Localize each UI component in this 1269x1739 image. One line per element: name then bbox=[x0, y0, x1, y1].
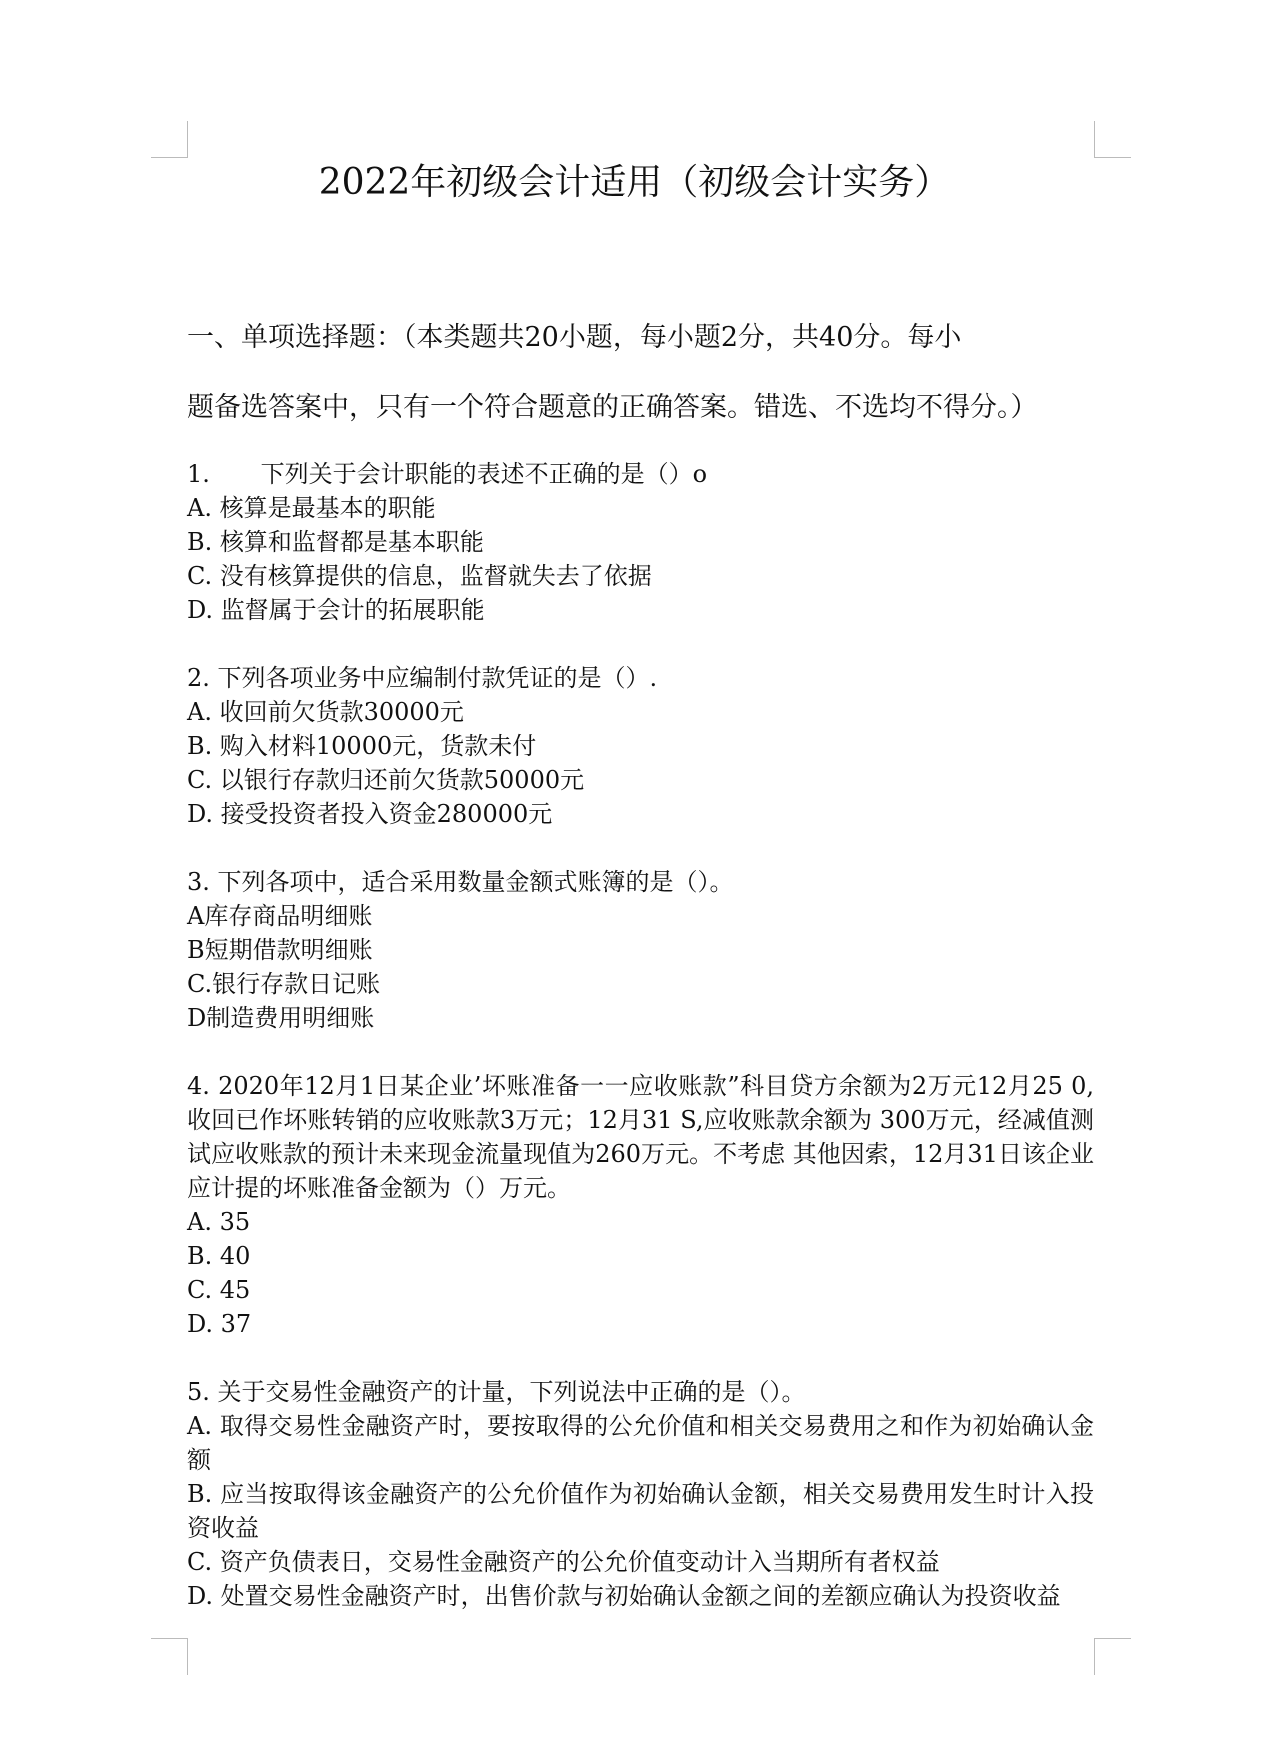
question-number: 4. bbox=[187, 1072, 210, 1100]
question-list bbox=[187, 457, 1094, 1613]
page-corner-mark bbox=[151, 121, 188, 158]
document-body bbox=[187, 303, 1094, 1647]
document-title: 2022年初级会计适用（初级会计实务） bbox=[318, 162, 951, 203]
question-number: 3. bbox=[187, 868, 210, 896]
question-stem bbox=[187, 865, 1094, 899]
question-text: 关于交易性金融资产的计量，下列说法中正确的是（）。 bbox=[217, 1378, 806, 1406]
question-text: 2020年12月1日某企业’坏账准备一一应收账款”科目贷方余额为2万元12月25 0,收回已作坏账转销的应收账款3万元；12月31 S,应收账款余额为 300万元，经减值测试应收账款的预计未来现金流量现值为260万元。不考虑 其他因索，12月31日该企业应计提的坏账准备金额为（）万元。 bbox=[187, 1072, 1094, 1202]
answer-option: C.银行存款日记账 bbox=[187, 970, 381, 998]
answer-option: A. 取得交易性金融资产时，要按取得的公允价值和相关交易费用之和作为初始确认金额 bbox=[187, 1412, 1094, 1474]
answer-option: D制造费用明细账 bbox=[187, 1004, 375, 1032]
question-stem bbox=[187, 661, 1094, 695]
answer-option: A. 35 bbox=[187, 1208, 251, 1236]
answer-option: C. 资产负债表日，交易性金融资产的公允价值变动计入当期所有者权益 bbox=[187, 1548, 940, 1576]
page-corner-mark bbox=[151, 1638, 188, 1675]
page-corner-mark bbox=[1094, 121, 1131, 158]
answer-option: A. 核算是最基本的职能 bbox=[187, 494, 436, 522]
question-text: 下列关于会计职能的表述不正确的是（）o bbox=[260, 460, 708, 488]
question-stem bbox=[187, 1375, 1094, 1409]
section-heading-line: 一、单项选择题：（本类题共20小题，每小题2分，共40分。每小 bbox=[187, 322, 962, 353]
answer-option: C. 以银行存款归还前欠货款50000元 bbox=[187, 766, 585, 794]
answer-option: D. 接受投资者投入资金280000元 bbox=[187, 800, 553, 828]
answer-option: B短期借款明细账 bbox=[187, 936, 373, 964]
answer-option: B. 40 bbox=[187, 1242, 251, 1270]
section-heading bbox=[187, 303, 1094, 443]
question-number: 1. bbox=[187, 460, 210, 488]
answer-option: A库存商品明细账 bbox=[187, 902, 373, 930]
question-number: 2. bbox=[187, 664, 210, 692]
question bbox=[187, 457, 1094, 627]
answer-option: C. 没有核算提供的信息，监督就失去了依据 bbox=[187, 562, 652, 590]
question bbox=[187, 1375, 1094, 1613]
question-number: 5. bbox=[187, 1378, 210, 1406]
page-corner-mark bbox=[1094, 1638, 1131, 1675]
answer-option: A. 收回前欠货款30000元 bbox=[187, 698, 464, 726]
question-text: 下列各项中，适合采用数量金额式账簿的是（）。 bbox=[217, 868, 734, 896]
question bbox=[187, 1069, 1094, 1341]
question bbox=[187, 661, 1094, 831]
question bbox=[187, 865, 1094, 1035]
answer-option: D. 37 bbox=[187, 1310, 252, 1338]
answer-option: D. 处置交易性金融资产时，出售价款与初始确认金额之间的差额应确认为投资收益 bbox=[187, 1582, 1061, 1610]
section-heading-line: 题备选答案中，只有一个符合题意的正确答案。错选、不选均不得分。） bbox=[187, 392, 1038, 423]
question-stem bbox=[187, 457, 1094, 491]
answer-option: B. 应当按取得该金融资产的公允价值作为初始确认金额，相关交易费用发生时计入投资收益 bbox=[187, 1480, 1094, 1542]
question-text: 下列各项业务中应编制付款凭证的是（）. bbox=[217, 664, 658, 692]
answer-option: B. 购入材料10000元，货款未付 bbox=[187, 732, 537, 760]
answer-option: C. 45 bbox=[187, 1276, 251, 1304]
question-stem bbox=[187, 1069, 1094, 1205]
answer-option: D. 监督属于会计的拓展职能 bbox=[187, 596, 485, 624]
answer-option: B. 核算和监督都是基本职能 bbox=[187, 528, 484, 556]
